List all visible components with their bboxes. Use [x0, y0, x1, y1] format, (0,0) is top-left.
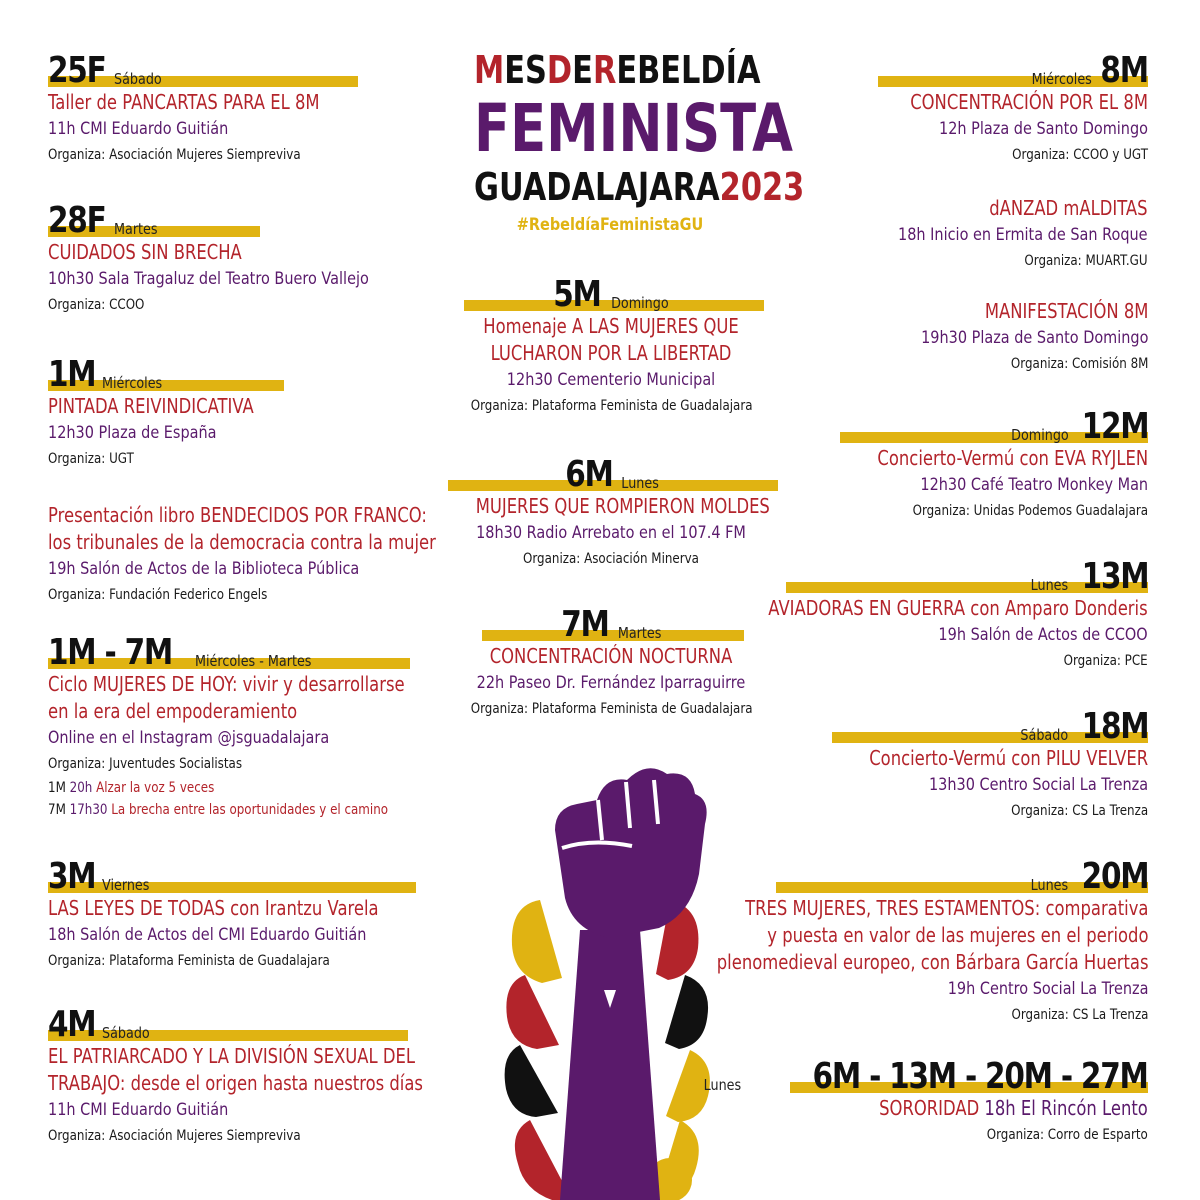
event-13m: [685, 552, 1148, 674]
event-title-line-2: LUCHARON POR LA LIBERTAD: [490, 341, 732, 365]
title-seg: D: [546, 48, 573, 92]
event-12m: [818, 402, 1148, 524]
date-header: [446, 270, 776, 313]
event-place: 19h Centro Social La Trenza: [947, 979, 1148, 999]
date-header: [685, 552, 1148, 595]
event-organizer: Organiza: MUART.GU: [1024, 253, 1148, 269]
event-title: Homenaje A LAS MUJERES QUE: [483, 314, 739, 338]
event-title-line-2: en la era del empoderamiento: [48, 699, 298, 723]
event-weekday: Martes: [114, 220, 158, 238]
event-date: 6M - 13M - 20M - 27M: [812, 1056, 1148, 1097]
event-title: Concierto-Vermú con EVA RYJLEN: [877, 446, 1148, 470]
event-title: CUIDADOS SIN BRECHA: [48, 240, 242, 264]
date-header: [48, 852, 451, 895]
title-seg: M: [474, 48, 505, 92]
event-title: CONCENTRACIÓN NOCTURNA: [489, 644, 733, 668]
event-28f: [48, 196, 425, 318]
event-place: 13h30 Centro Social La Trenza: [928, 775, 1148, 795]
event-organizer: Organiza: PCE: [1063, 653, 1148, 669]
session-day: 7M: [48, 802, 66, 818]
event-sororidad: [697, 1052, 1148, 1148]
event-organizer: Organiza: UGT: [48, 451, 134, 467]
date-header: [622, 852, 1148, 895]
event-4m: [48, 1000, 505, 1149]
event-organizer: Organiza: Plataforma Feminista de Guadalajara: [48, 953, 330, 969]
event-date: 28F: [48, 200, 106, 241]
event-organizer: Organiza: Unidas Podemos Guadalajara: [912, 503, 1148, 519]
poster-title: [440, 46, 805, 240]
event-organizer: Organiza: Juventudes Socialistas: [48, 756, 243, 772]
event-date: 12M: [1081, 406, 1148, 447]
event-weekday: Sábado: [101, 1024, 150, 1042]
event-title: [778, 1095, 1148, 1122]
event-organizer: Organiza: Fundación Federico Engels: [48, 587, 268, 603]
event-date: 1M - 7M: [48, 632, 173, 673]
event-place: 12h30 Cementerio Municipal: [506, 370, 716, 390]
date-header: [48, 46, 379, 89]
event-title: dANZAD mALDITAS: [989, 196, 1148, 220]
sororidad-title: SORORIDAD: [879, 1096, 980, 1120]
title-line-3: [474, 164, 805, 210]
event-place: 18h Salón de Actos del CMI Eduardo Guitián: [48, 925, 367, 945]
event-title: Concierto-Vermú con PILU VELVER: [869, 746, 1148, 770]
event-weekday: Lunes: [621, 474, 659, 492]
date-header: [48, 628, 483, 671]
event-date: 1M: [48, 354, 96, 395]
date-header: [818, 402, 1148, 445]
event-organizer: Organiza: Plataforma Feminista de Guadalajara: [470, 701, 753, 717]
event-weekday: Sábado: [1020, 726, 1069, 744]
event-date: 6M: [565, 454, 613, 495]
session-time: 20h: [69, 780, 93, 796]
title-seg: ES: [504, 48, 547, 92]
session-item: [48, 799, 418, 821]
event-title: EL PATRIARCADO Y LA DIVISIÓN SEXUAL DEL: [48, 1044, 416, 1068]
event-3m: [48, 852, 451, 974]
event-weekday: Miércoles: [101, 374, 163, 392]
event-weekday: Lunes: [703, 1076, 742, 1094]
sororidad-place: 18h El Rincón Lento: [979, 1096, 1148, 1120]
event-title: AVIADORAS EN GUERRA con Amparo Donderis: [768, 596, 1148, 620]
event-weekday: Sábado: [114, 70, 162, 88]
event-date: 8M: [1100, 50, 1148, 91]
event-organizer: Organiza: Asociación Minerva: [523, 551, 699, 567]
date-header: [446, 450, 776, 493]
date-header: [697, 1052, 1148, 1095]
event-1m: [48, 350, 299, 472]
event-place: 11h CMI Eduardo Guitián: [48, 1100, 229, 1120]
event-date: 18M: [1081, 706, 1148, 747]
event-organizer: Organiza: Corro de Esparto: [986, 1127, 1148, 1143]
event-place: 22h Paseo Dr. Fernández Iparraguirre: [476, 673, 746, 693]
date-header: [48, 196, 425, 239]
title-line-2: FEMINISTA: [474, 90, 793, 167]
event-place[interactable]: Online en el Instagram @jsguadalajara: [48, 728, 330, 748]
event-organizer: Organiza: Asociación Mujeres Siempreviva: [48, 147, 301, 163]
event-place: 12h30 Café Teatro Monkey Man: [920, 475, 1148, 495]
event-place: 10h30 Sala Tragaluz del Teatro Buero Vallejo: [48, 269, 369, 289]
event-weekday: Lunes: [1031, 876, 1069, 894]
event-title: TRES MUJERES, TRES ESTAMENTOS: comparativa: [744, 896, 1148, 920]
date-header: [48, 1000, 505, 1043]
event-manifestacion: [881, 298, 1148, 377]
event-organizer: Organiza: CS La Trenza: [1011, 1007, 1148, 1023]
event-title: Taller de PANCARTAS PARA EL 8M: [48, 90, 320, 114]
title-city: GUADALAJARA: [474, 165, 720, 209]
event-place: 12h30 Plaza de España: [48, 423, 217, 443]
hashtag[interactable]: #RebeldíaFeministaGU: [516, 215, 704, 235]
event-place: 18h Inicio en Ermita de San Roque: [898, 225, 1148, 245]
event-title: CONCENTRACIÓN POR EL 8M: [910, 90, 1148, 114]
event-title: Ciclo MUJERES DE HOY: vivir y desarrollarse: [48, 672, 405, 696]
date-header: [48, 350, 299, 393]
date-header: [808, 702, 1148, 745]
event-weekday: Miércoles - Martes: [195, 652, 312, 670]
event-place: 19h Salón de Actos de CCOO: [938, 625, 1148, 645]
event-organizer: Organiza: CCOO: [48, 297, 145, 313]
event-date: 13M: [1081, 556, 1148, 597]
event-organizer: Organiza: Comisión 8M: [1010, 356, 1148, 372]
event-title: LAS LEYES DE TODAS con Irantzu Varela: [48, 896, 379, 920]
event-organizer: Organiza: Asociación Mujeres Siempreviva: [48, 1128, 301, 1144]
title-line-1: [474, 46, 761, 94]
event-place: 18h30 Radio Arrebato en el 107.4 FM: [476, 523, 746, 543]
session-title: Alzar la voz 5 veces: [96, 780, 215, 796]
event-place: 11h CMI Eduardo Guitián: [48, 119, 229, 139]
event-20m: [622, 852, 1148, 1028]
title-year: 2023: [719, 165, 805, 209]
event-title: MUJERES QUE ROMPIERON MOLDES: [475, 494, 770, 518]
event-date: 4M: [48, 1004, 96, 1045]
event-place: 19h Salón de Actos de la Biblioteca Pública: [48, 559, 360, 579]
session-time: 17h30: [69, 802, 108, 818]
session-title: La brecha entre las oportunidades y el camino: [111, 802, 389, 818]
event-date: 7M: [561, 604, 610, 645]
title-seg: EBELDÍA: [616, 48, 761, 92]
event-1m-7m: [48, 628, 483, 821]
event-title-line-2: y puesta en valor de las mujeres en el periodo: [766, 923, 1148, 947]
event-organizer: Organiza: CCOO y UGT: [1012, 147, 1148, 163]
event-8m: [858, 46, 1148, 168]
event-weekday: Viernes: [101, 876, 150, 894]
event-date: 25F: [48, 50, 106, 91]
event-25f: [48, 46, 379, 168]
event-title: Presentación libro BENDECIDOS POR FRANCO:: [48, 503, 427, 527]
event-18m: [808, 702, 1148, 824]
event-title-line-2: TRABAJO: desde el origen hasta nuestros días: [48, 1071, 423, 1095]
event-date: 20M: [1081, 856, 1148, 897]
title-seg: R: [592, 48, 617, 92]
event-title-line-2: los tribunales de la democracia contra la mujer: [48, 530, 436, 554]
event-weekday: Martes: [618, 624, 662, 642]
session-day: 1M: [48, 780, 66, 796]
event-place: 19h30 Plaza de Santo Domingo: [920, 328, 1148, 348]
event-weekday: Domingo: [611, 294, 669, 312]
event-weekday: Lunes: [1031, 576, 1069, 594]
event-place: 12h Plaza de Santo Domingo: [939, 119, 1148, 139]
event-title: PINTADA REIVINDICATIVA: [48, 394, 254, 418]
event-date: 3M: [48, 856, 96, 897]
title-seg: E: [572, 48, 593, 92]
event-weekday: Miércoles: [1031, 70, 1093, 88]
date-header: [858, 46, 1148, 89]
event-title: MANIFESTACIÓN 8M: [984, 299, 1148, 323]
event-date: 5M: [553, 274, 601, 315]
session-item: [48, 777, 418, 799]
event-weekday: Domingo: [1011, 426, 1069, 444]
event-danzad: [854, 195, 1148, 274]
event-organizer: Organiza: CS La Trenza: [1011, 803, 1148, 819]
event-organizer: Organiza: Plataforma Feminista de Guadalajara: [470, 398, 753, 414]
event-5m: [446, 270, 776, 419]
event-title-line-3: plenomedieval europeo, con Bárbara García Huertas: [716, 950, 1148, 974]
